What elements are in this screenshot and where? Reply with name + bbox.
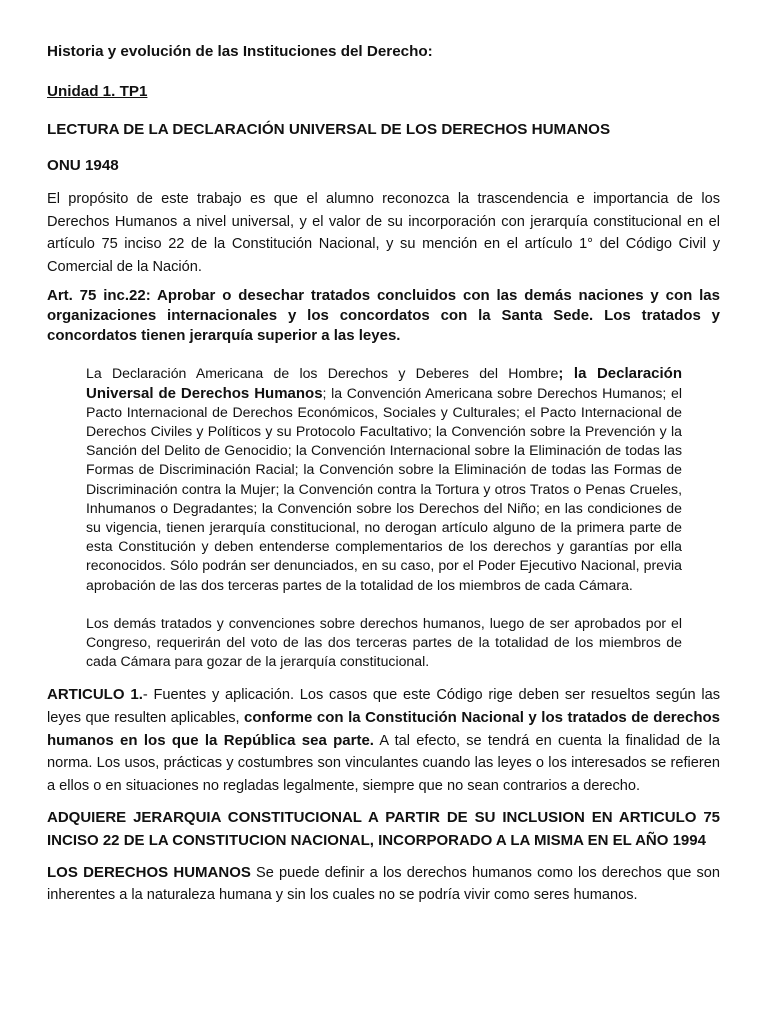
quote-bold-text: ; la Declaración Universal de Derechos Humanos bbox=[86, 365, 683, 402]
quote-text-rest: ; la Convención Americana sobre Derechos Humanos; el Pacto Internacional de Derechos Económicos, Sociales y Culturales; el Pacto Internacional de Derechos Civiles y Políticos y su Protocolo Facultativo; la Convención sobre la Prevención y la Sanción del Delito de Genocidio; la Convención Internacional sobre la Eliminación de todas las Formas de Discriminación Racial; la Convención sobre la Eliminación de todas las Formas de Discriminación contra la Mujer; la Convención contra la Tortura y otros Tratos o Penas Crueles, Inhumanos o Degradantes; la Convención sobre los Derechos del Niño; en las condiciones de su vigencia, tienen jerarquía constitucional, no derogan artículo alguno de la primera parte de esta Constitución y deben entenderse complementarios de los derechos y garantías por ella reconocidos. Sólo podrán ser denunciados, en su caso, por el Poder Ejecutivo Nacional, previa aprobación de las dos terceras partes de la totalidad de los miembros de cada Cámara. bbox=[86, 384, 682, 593]
article-1-label: ARTICULO 1. bbox=[47, 686, 143, 704]
article-75-paragraph: Art. 75 inc.22: Aprobar o desechar tratados concluidos con las demás naciones y con las organizaciones internacionales y los concordatos con la Santa Sede. Los tratados y concordatos tienen jerarquía superior a las leyes. bbox=[47, 287, 720, 345]
article-1-text-start: - Fuentes y aplicación. Los casos que este Código rige deben ser resueltos según las leyes que resulten aplicables, bbox=[47, 687, 720, 727]
derechos-humanos-paragraph bbox=[47, 862, 720, 907]
unit-heading: Unidad 1. TP1 bbox=[47, 83, 148, 100]
constitution-quote-2: Los demás tratados y convenciones sobre derechos humanos, luego de ser aprobados por el Congreso, requerirán del voto de las dos terceras partes de la totalidad de los miembros de cada Cámara para gozar de la jerarquía constitucional. bbox=[86, 614, 682, 670]
reading-heading: LECTURA DE LA DECLARACIÓN UNIVERSAL DE LOS DERECHOS HUMANOS bbox=[47, 121, 611, 138]
jerarquia-heading: ADQUIERE JERARQUIA CONSTITUCIONAL A PARTIR DE SU INCLUSION EN ARTICULO 75 INCISO 22 DE LA CONSTITUCION NACIONAL, INCORPORADO A LA MISMA EN EL AÑO 1994 bbox=[47, 809, 720, 849]
derechos-humanos-text: Se puede definir a los derechos humanos como los derechos que son inherentes a la naturaleza humana y sin los cuales no se podría vivir como seres humanos. bbox=[47, 864, 721, 904]
derechos-humanos-label: LOS DERECHOS HUMANOS bbox=[47, 863, 251, 881]
intro-paragraph: El propósito de este trabajo es que el alumno reconozca la trascendencia e importancia de los Derechos Humanos a nivel universal, y el valor de su incorporación con jerarquía constitucional en el artículo 75 inciso 22 de la Constitución Nacional, y su mención en el artículo 1° del Código Civil y Comercial de la Nación. bbox=[47, 191, 720, 275]
article-1-text-rest: A tal efecto, se tendrá en cuenta la finalidad de la norma. Los usos, prácticas y costumbres son vinculantes cuando las leyes o los interesados se refieren a ellos o en situaciones no regladas legalmente, siempre que no sean contrarios a derecho. bbox=[47, 732, 720, 794]
onu-heading: ONU 1948 bbox=[47, 157, 119, 174]
quote-text-start: La Declaración Americana de los Derechos y Deberes del Hombre bbox=[86, 365, 559, 382]
article-1-bold-text: conforme con la Constitución Nacional y los tratados de derechos humanos en los que la República sea parte. bbox=[47, 709, 720, 749]
document-title: Historia y evolución de las Instituciones del Derecho: bbox=[47, 43, 433, 60]
article-1-paragraph bbox=[47, 684, 720, 797]
constitution-quote bbox=[86, 364, 720, 594]
